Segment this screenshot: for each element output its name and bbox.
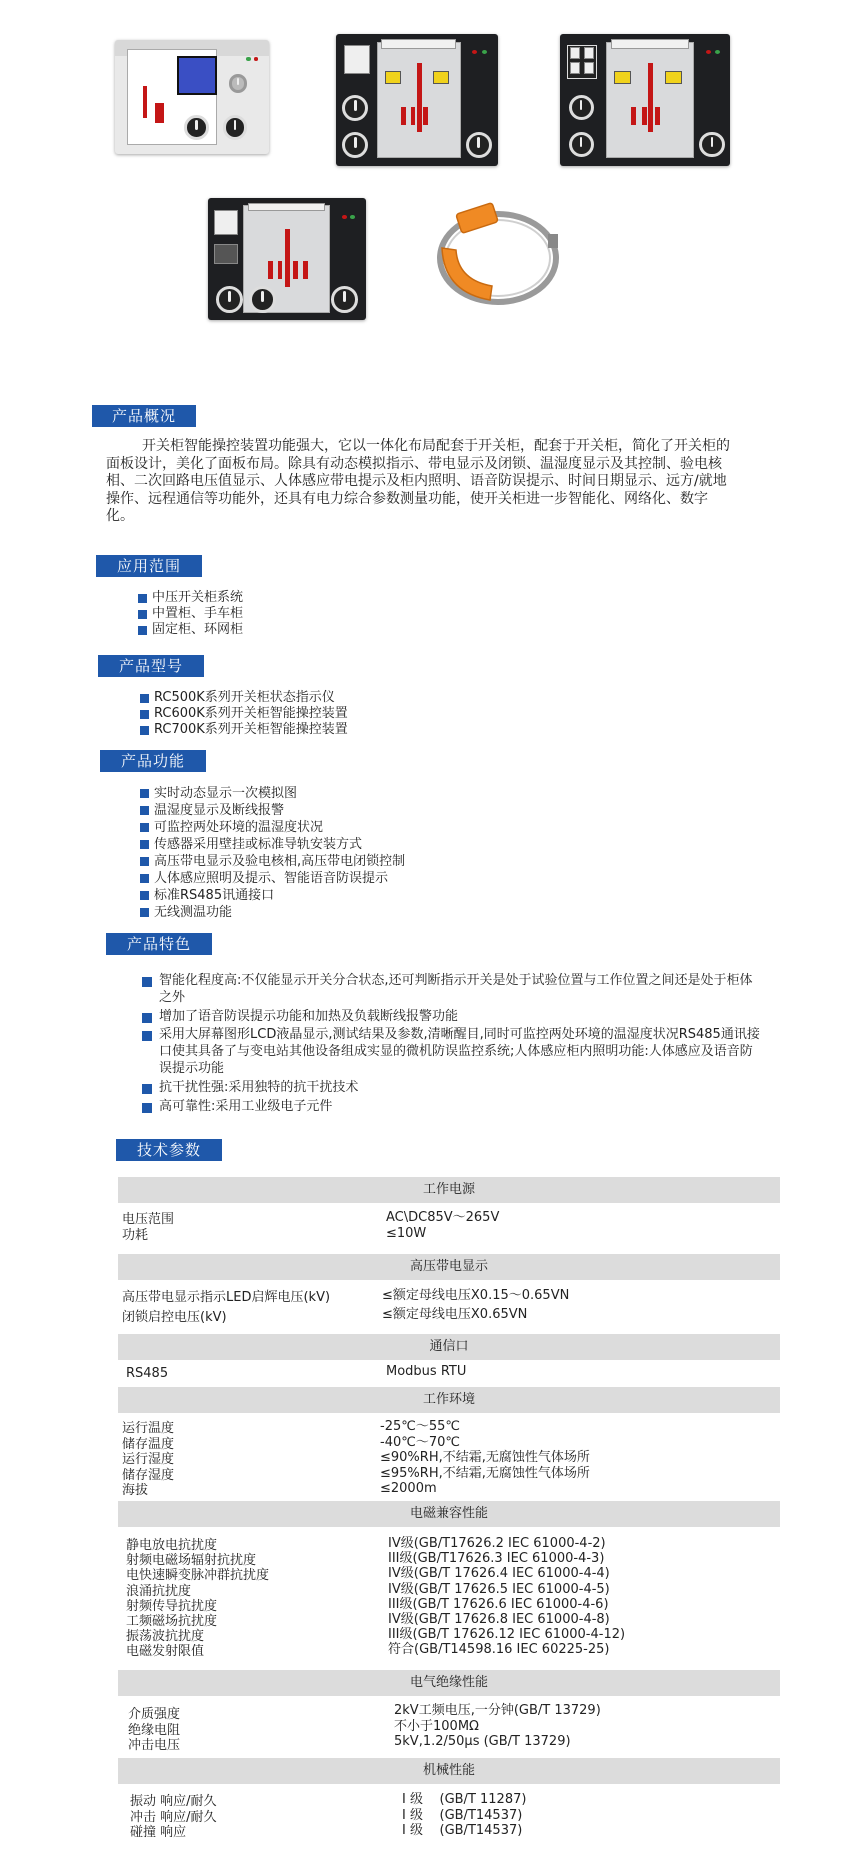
spec-group-labels: 运行温度 储存温度 运行湿度 储存湿度 海拔 (122, 1421, 175, 1498)
spec-group-values: ≤额定母线电压X0.15～0.65VN ≤额定母线电压X0.65VN (382, 1288, 570, 1322)
functions-title: 产品功能 (100, 750, 206, 772)
list-item: 抗干扰性强:采用独特的抗干扰技术 (142, 1080, 764, 1097)
list-item: 高可靠性:采用工业级电子元件 (142, 1099, 764, 1116)
list-item: 无线测温功能 (140, 904, 405, 921)
spec-group-labels: RS485 (126, 1366, 169, 1381)
overview-text: 开关柜智能操控装置功能强大，它以一体化布局配套于开关柜，配套于开关柜，简化了开关柜的面板设计，美化了面板布局。除具有动态模拟指示、带电显示及闭锁、温湿度显示及其控制、验电核相、二次回路电压值显示、人体感应带电提示及柜内照明、语音防误提示、时间日期显示、远方/就地操作、远程通信等功能外，还具有电力综合参数测量功能，使开关柜进一步智能化、网络化、数字化。 (106, 438, 730, 524)
spec-group-header: 工作电源 (118, 1177, 780, 1203)
list-item: 实时动态显示一次模拟图 (140, 785, 405, 802)
list-item: 中压开关柜系统 (138, 590, 243, 606)
list-item: 人体感应照明及提示、智能语音防误提示 (140, 870, 405, 887)
list-item: RC500K系列开关柜状态指示仪 (140, 690, 348, 706)
spec-group-values: AC\DC85V～265V ≤10W (386, 1210, 500, 1241)
list-item: 高压带电显示及验电核相,高压带电闭锁控制 (140, 853, 405, 870)
product-image-3 (560, 34, 730, 166)
spec-group-labels: 振动 响应/耐久 冲击 响应/耐久 碰撞 响应 (130, 1794, 217, 1840)
spec-group-labels: 介质强度 绝缘电阻 冲击电压 (128, 1707, 181, 1753)
product-image-5 (420, 200, 570, 320)
spec-group-values: -25℃～55℃ -40℃～70℃ ≤90%RH,不结霜,无腐蚀性气体场所 ≤95%RH,不结霜,无腐蚀性气体场所 ≤2000m (380, 1419, 590, 1496)
list-item: 增加了语音防误提示功能和加热及负载断线报警功能 (142, 1009, 764, 1026)
models-list (140, 690, 348, 738)
application-list (138, 590, 243, 638)
product-image-2 (336, 34, 498, 166)
spec-group-values: IV级(GB/T17626.2 IEC 61000-4-2) III级(GB/T17626.3 IEC 61000-4-3) IV级(GB/T 17626.4 IEC 61000-4-4) IV级(GB/T 17626.5 IEC 61000-4-5) III级(GB/T 17626.6 IEC 61000-4-6) IV级(GB/T 17626.8 IEC 61000-4-8) III级(GB/T 17626.12 IEC 61000-4-12) 符合(GB/T14598.16 IEC 60225-25) (388, 1536, 626, 1658)
list-item: RC600K系列开关柜智能操控装置 (140, 706, 348, 722)
overview-title: 产品概况 (92, 405, 196, 427)
spec-group-values: 2kV工频电压,一分钟(GB/T 13729) 不小于100MΩ 5kV,1.2/50μs (GB/T 13729) (394, 1703, 601, 1749)
spec-group-header: 高压带电显示 (118, 1254, 780, 1280)
list-item: 智能化程度高:不仅能显示开关分合状态,还可判断指示开关是处于试验位置与工作位置之间还是处于柜体之外 (142, 973, 764, 1007)
spec-group-values: Ⅰ 级 (GB/T 11287) Ⅰ 级 (GB/T14537) Ⅰ 级 (GB/T14537) (402, 1792, 527, 1838)
list-item: 标准RS485讯通接口 (140, 887, 405, 904)
spec-group-header: 机械性能 (118, 1758, 780, 1784)
list-item: 中置柜、手车柜 (138, 606, 243, 622)
specs-title: 技术参数 (116, 1139, 222, 1161)
product-image-1 (115, 40, 269, 154)
application-title: 应用范围 (96, 555, 202, 577)
spec-group-values: Modbus RTU (386, 1364, 467, 1379)
spec-group-header: 电磁兼容性能 (118, 1501, 780, 1527)
list-item: 固定柜、环网柜 (138, 622, 243, 638)
list-item: 温湿度显示及断线报警 (140, 802, 405, 819)
list-item: 传感器采用壁挂或标准导轨安装方式 (140, 836, 405, 853)
product-image-4 (208, 198, 366, 320)
spec-group-labels: 静电放电抗扰度 射频电磁场辐射抗扰度 电快速瞬变脉冲群抗扰度 浪涌抗扰度 射频传导抗扰度 工频磁场抗扰度 振荡波抗扰度 电磁发射限值 (126, 1538, 270, 1660)
spec-group-labels: 电压范围 功耗 (122, 1212, 175, 1243)
spec-group-header: 工作环境 (118, 1387, 780, 1413)
list-item: 采用大屏幕图形LCD液晶显示,测试结果及参数,清晰醒目,同时可监控两处环境的温湿度状况RS485通讯接口使其具备了与变电站其他设备组成实显的微机防误监控系统;人体感应柜内照明功能:人体感应及语音防误提示功能 (142, 1027, 764, 1077)
spec-group-header: 通信口 (118, 1334, 780, 1360)
functions-list (140, 785, 405, 921)
list-item: RC700K系列开关柜智能操控装置 (140, 722, 348, 738)
features-title: 产品特色 (106, 933, 212, 955)
features-list (142, 973, 764, 1117)
spec-group-labels: 高压带电显示指示LED启辉电压(kV) 闭锁启控电压(kV) (122, 1290, 331, 1325)
models-title: 产品型号 (98, 655, 204, 677)
list-item: 可监控两处环境的温湿度状况 (140, 819, 405, 836)
spec-group-header: 电气绝缘性能 (118, 1670, 780, 1696)
